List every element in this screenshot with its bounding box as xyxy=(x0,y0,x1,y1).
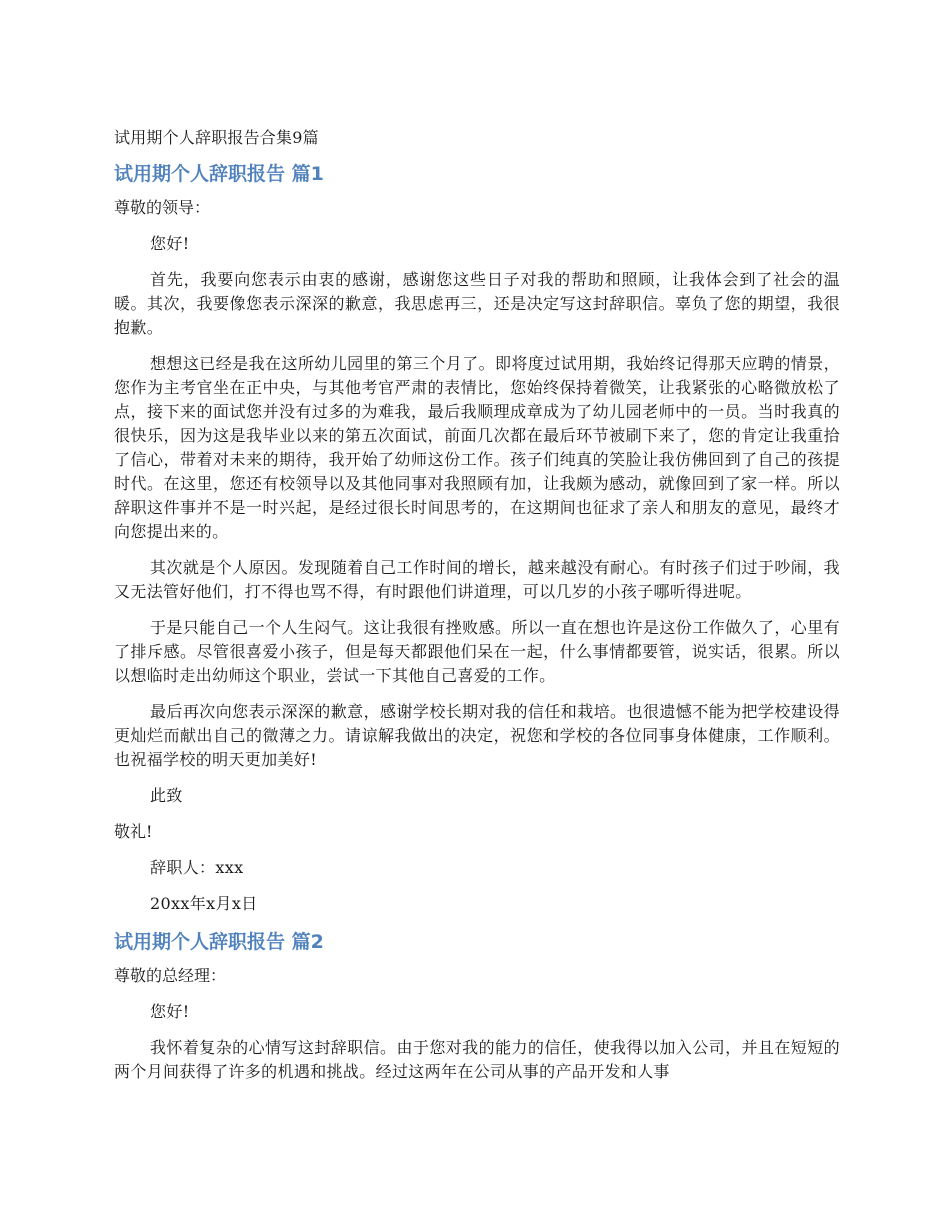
document-title: 试用期个人辞职报告合集9篇 xyxy=(114,128,319,147)
section-1 xyxy=(114,160,840,916)
section-heading: 试用期个人辞职报告 篇2 xyxy=(114,931,324,953)
greeting: 您好! xyxy=(150,1002,190,1021)
body-paragraph: 最后再次向您表示深深的歉意，感谢学校长期对我的信任和栽培。也很遗憾不能为把学校建设得更灿烂而献出自己的微薄之力。请谅解我做出的决定，祝您和学校的各位同事身体健康，工作顺利。也祝福学校的明天更加美好! xyxy=(114,702,840,769)
section-2 xyxy=(114,928,840,1084)
greeting: 您好! xyxy=(150,234,190,253)
respect-line: 敬礼! xyxy=(114,822,153,841)
body-paragraph: 于是只能自己一个人生闷气。这让我很有挫败感。所以一直在想也许是这份工作做久了，心里有了排斥感。尽管很喜爱小孩子，但是每天都跟他们呆在一起，什么事情都要管，说实话，很累。所以以想临时走出幼师这个职业，尝试一下其他自己喜爱的工作。 xyxy=(114,618,840,685)
closing: 此致 xyxy=(150,786,183,805)
salutation: 尊敬的总经理： xyxy=(114,966,227,985)
document-page xyxy=(114,124,840,1096)
section-heading: 试用期个人辞职报告 篇1 xyxy=(114,163,324,185)
body-paragraph: 我怀着复杂的心情写这封辞职信。由于您对我的能力的信任，使我得以加入公司，并且在短短的两个月间获得了许多的机遇和挑战。经过这两年在公司从事的产品开发和人事 xyxy=(114,1038,840,1081)
signer: 辞职人：xxx xyxy=(150,858,244,877)
body-paragraph: 其次就是个人原因。发现随着自己工作时间的增长，越来越没有耐心。有时孩子们过于吵闹，我又无法管好他们，打不得也骂不得，有时跟他们讲道理，可以几岁的小孩子哪听得进呢。 xyxy=(114,558,840,601)
salutation: 尊敬的领导： xyxy=(114,198,211,217)
body-paragraph: 首先，我要向您表示由衷的感谢，感谢您这些日子对我的帮助和照顾，让我体会到了社会的温暖。其次，我要像您表示深深的歉意，我思虑再三，还是决定写这封辞职信。辜负了您的期望，我很抱歉。 xyxy=(114,270,840,337)
date: 20xx年x月x日 xyxy=(150,894,258,913)
body-paragraph: 想想这已经是我在这所幼儿园里的第三个月了。即将度过试用期，我始终记得那天应聘的情景，您作为主考官坐在正中央，与其他考官严肃的表情比，您始终保持着微笑，让我紧张的心略微放松了点，接下来的面试您并没有过多的为难我，最后我顺理成章成为了幼儿园老师中的一员。当时我真的很快乐，因为这是我毕业以来的第五次面试，前面几次都在最后环节被刷下来了，您的肯定让我重拾了信心，带着对未来的期待，我开始了幼师这份工作。孩子们纯真的笑脸让我仿佛回到了自己的孩提时代。在这里，您还有校领导以及其他同事对我照顾有加，让我颇为感动，就像回到了家一样。所以辞职这件事并不是一时兴起，是经过很长时间思考的，在这期间也征求了亲人和朋友的意见，最终才向您提出来的。 xyxy=(114,354,840,541)
